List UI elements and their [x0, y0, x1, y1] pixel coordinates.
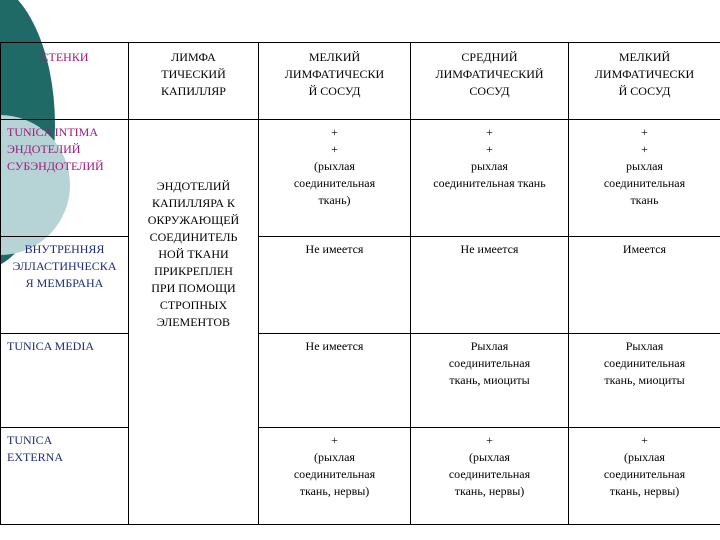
cell-line: Рыхлая	[625, 339, 664, 353]
lymph-vessel-table	[0, 42, 720, 525]
media-medium	[411, 334, 569, 428]
membrane-medium	[411, 237, 569, 334]
externa-medium	[411, 428, 569, 525]
cell-line: соединительная	[293, 467, 376, 481]
cell-line: рыхлая	[471, 159, 508, 173]
cell-line: +	[331, 142, 338, 156]
capillary-note-line: СТРОПНЫХ	[159, 298, 228, 312]
label-tunica-externa	[1, 428, 129, 525]
header-large-line: Й СОСУД	[618, 84, 671, 98]
label-line: EXTERNA	[7, 450, 63, 464]
label-tunica-media	[1, 334, 129, 428]
label-line: TUNICA INTIMA	[7, 125, 98, 139]
media-large	[569, 334, 720, 428]
label-line: TUNICA	[7, 433, 53, 447]
label-line: Я МЕМБРАНА	[25, 276, 104, 290]
header-small-line: ЛИМФАТИЧЕСКИ	[284, 67, 385, 81]
header-capillary-line: КАПИЛЛЯР	[161, 84, 226, 98]
header-row	[1, 43, 720, 120]
membrane-large	[569, 237, 720, 334]
externa-small	[259, 428, 411, 525]
header-walls-text: СТЕНКИ	[40, 50, 89, 64]
cell-line: ткань, нервы)	[299, 484, 370, 498]
capillary-note-line: ЭНДОТЕЛИЙ	[156, 179, 231, 193]
externa-large	[569, 428, 720, 525]
header-medium-vessel	[411, 43, 569, 120]
cell-line: ткань	[630, 193, 659, 207]
label-line: ВНУТРЕННЯЯ	[24, 242, 105, 256]
cell-line: рыхлая	[626, 159, 663, 173]
cell-line: ткань, миоциты	[604, 373, 685, 387]
capillary-note-line: КАПИЛЛЯРА К	[151, 196, 236, 210]
intima-medium	[411, 120, 569, 237]
header-capillary-line: ТИЧЕСКИЙ	[161, 67, 226, 81]
media-small	[259, 334, 411, 428]
capillary-note-line: ОКРУЖАЮЩЕЙ	[147, 213, 240, 227]
row-internal-membrane	[1, 237, 720, 334]
cell-line: +	[486, 433, 493, 447]
cell-text: Имеется	[622, 242, 667, 256]
cell-line: Рыхлая	[470, 339, 509, 353]
label-internal-membrane	[1, 237, 129, 334]
capillary-note-line: ПРИКРЕПЛЕН	[154, 264, 233, 278]
label-line: ЭЛЛАСТИНЧЕСКА	[12, 259, 117, 273]
header-walls	[1, 43, 129, 120]
cell-line: (рыхлая	[314, 450, 355, 464]
header-large-vessel	[569, 43, 720, 120]
capillary-note-line: ЭЛЕМЕНТОВ	[156, 315, 231, 329]
cell-line: +	[641, 125, 648, 139]
cell-line: (рыхлая	[314, 159, 355, 173]
header-large-line: ЛИМФАТИЧЕСКИ	[594, 67, 695, 81]
header-capillary-line: ЛИМФА	[171, 50, 216, 64]
label-line: СУБЭНДОТЕЛИЙ	[7, 159, 104, 173]
header-large-line: МЕЛКИЙ	[618, 50, 671, 64]
cell-line: ткань)	[318, 193, 351, 207]
cell-line: (рыхлая	[469, 450, 510, 464]
row-tunica-intima	[1, 120, 720, 237]
label-line: TUNICA MEDIA	[7, 339, 94, 353]
cell-line: +	[486, 142, 493, 156]
cell-line: Не имеется	[305, 339, 364, 353]
header-small-vessel	[259, 43, 411, 120]
cell-line: соединительная ткань	[433, 176, 546, 190]
cell-line: ткань, миоциты	[449, 373, 530, 387]
cell-line: соединительная	[293, 176, 376, 190]
capillary-note-line: СОЕДИНИТЕЛЬ	[149, 230, 238, 244]
header-capillary	[129, 43, 259, 120]
header-small-line: Й СОСУД	[308, 84, 361, 98]
cell-line: соединительная	[448, 356, 531, 370]
cell-line: +	[641, 142, 648, 156]
cell-line: +	[331, 125, 338, 139]
row-tunica-media	[1, 334, 720, 428]
intima-large	[569, 120, 720, 237]
cell-text: Не имеется	[305, 242, 364, 256]
row-tunica-externa	[1, 428, 720, 525]
cell-text: Не имеется	[460, 242, 519, 256]
header-medium-line: ЛИМФАТИЧЕСКИЙ	[435, 67, 544, 81]
cell-line: соединительная	[603, 467, 686, 481]
cell-line: соединительная	[448, 467, 531, 481]
cell-line: ткань, нервы)	[454, 484, 525, 498]
cell-line: соединительная	[603, 356, 686, 370]
cell-line: +	[641, 433, 648, 447]
header-medium-line: СОСУД	[469, 84, 510, 98]
capillary-description	[129, 120, 259, 525]
membrane-small	[259, 237, 411, 334]
capillary-note-line: НОЙ ТКАНИ	[158, 247, 229, 261]
cell-line: +	[486, 125, 493, 139]
cell-line: соединительная	[603, 176, 686, 190]
capillary-note-line: ПРИ ПОМОЩИ	[151, 281, 236, 295]
label-line: ЭНДОТЕЛИЙ	[7, 142, 81, 156]
header-small-line: МЕЛКИЙ	[308, 50, 361, 64]
cell-line: (рыхлая	[624, 450, 665, 464]
cell-line: ткань, нервы)	[609, 484, 680, 498]
cell-line: +	[331, 433, 338, 447]
label-tunica-intima	[1, 120, 129, 237]
header-medium-line: СРЕДНИЙ	[461, 50, 518, 64]
intima-small	[259, 120, 411, 237]
